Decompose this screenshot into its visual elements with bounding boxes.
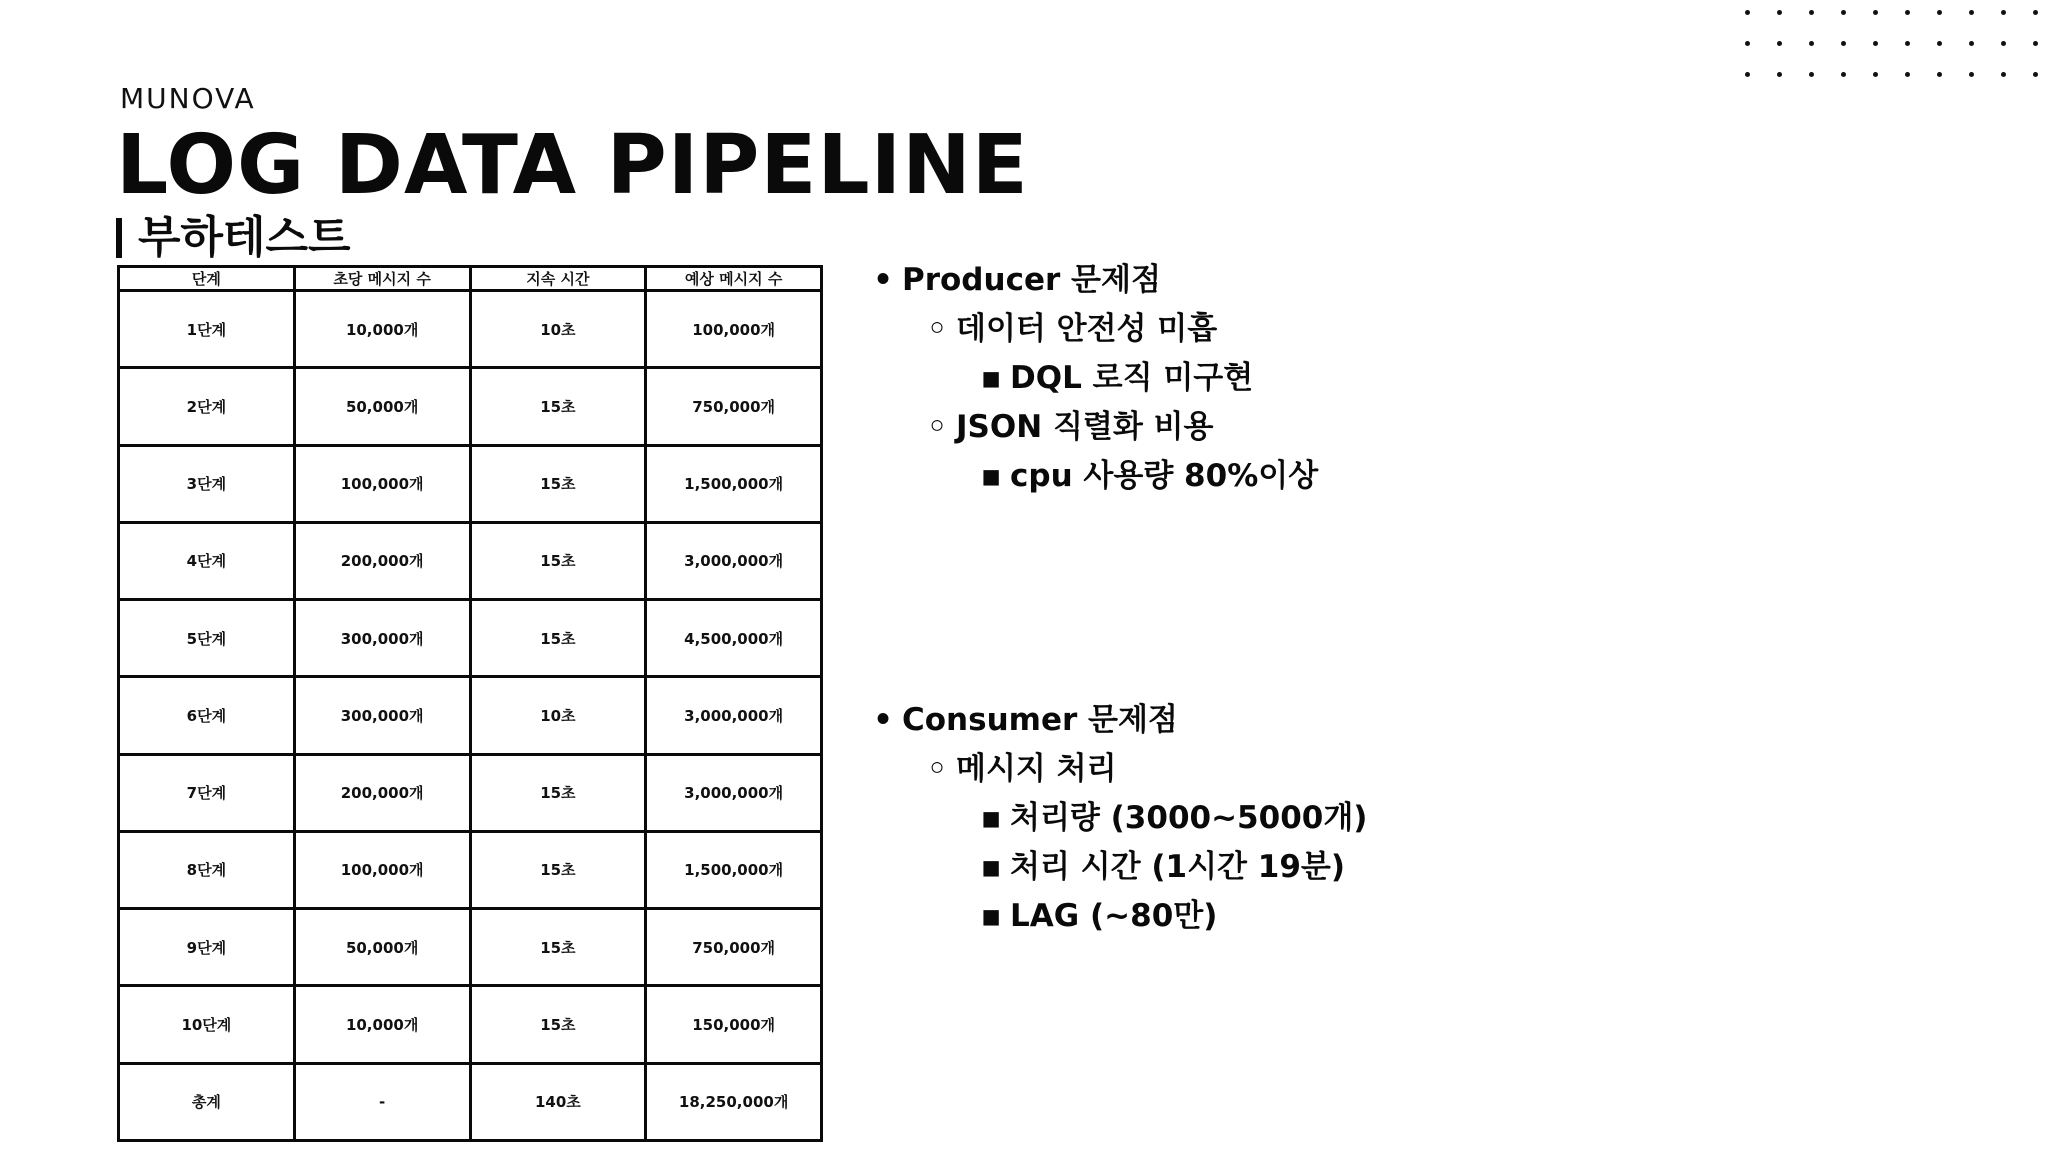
table-cell: 3단계: [119, 445, 295, 522]
decorative-dot: [1809, 72, 1814, 77]
table-cell: 7단계: [119, 754, 295, 831]
table-cell: 10,000개: [294, 291, 470, 368]
list-item: ◦ 메시지 처리: [927, 751, 1117, 787]
table-cell: 15초: [470, 600, 646, 677]
table-row: [119, 986, 822, 1063]
table-cell: 4,500,000개: [646, 600, 822, 677]
list-item: ▪ DQL 로직 미구현: [980, 360, 1254, 396]
decorative-dot: [1969, 72, 1974, 77]
table-cell: 15초: [470, 754, 646, 831]
decorative-dot: [1905, 41, 1910, 46]
table-cell: 15초: [470, 831, 646, 908]
decorative-dot: [1841, 41, 1846, 46]
load-test-table: [117, 265, 823, 1142]
section-title: 부하테스트: [138, 212, 351, 263]
table-cell: 750,000개: [646, 909, 822, 986]
decorative-dot: [1873, 41, 1878, 46]
table-cell: 200,000개: [294, 522, 470, 599]
list-item: ▪ 처리 시간 (1시간 19분): [980, 849, 1346, 885]
decorative-dot: [1745, 41, 1750, 46]
table-cell: 총계: [119, 1063, 295, 1140]
decorative-dot: [2001, 10, 2006, 15]
table-cell: 10초: [470, 291, 646, 368]
consumer-heading: • Consumer 문제점: [873, 702, 1178, 738]
section-marker-bar: [116, 218, 122, 258]
decorative-dot: [1937, 10, 1942, 15]
decorative-dot: [2033, 10, 2038, 15]
table-row: [119, 754, 822, 831]
decorative-dot: [2001, 41, 2006, 46]
table-cell: 200,000개: [294, 754, 470, 831]
table-header-row: [119, 267, 822, 291]
table-cell: 10초: [470, 677, 646, 754]
table-cell: 3,000,000개: [646, 754, 822, 831]
brand-label: MUNOVA: [120, 82, 256, 115]
decorative-dot: [2033, 72, 2038, 77]
table-cell: 10,000개: [294, 986, 470, 1063]
table-cell: 2단계: [119, 368, 295, 445]
table-cell: 9단계: [119, 909, 295, 986]
table-header-cell: 단계: [119, 267, 295, 291]
table-row: [119, 1063, 822, 1140]
list-item: ◦ 데이터 안전성 미흡: [927, 311, 1218, 347]
table-cell: 1,500,000개: [646, 831, 822, 908]
table-cell: 8단계: [119, 831, 295, 908]
decorative-dot: [2001, 72, 2006, 77]
producer-heading: • Producer 문제점: [873, 262, 1161, 298]
table-header-cell: 지속 시간: [470, 267, 646, 291]
table-cell: 100,000개: [646, 291, 822, 368]
list-item: ▪ 처리량 (3000~5000개): [980, 800, 1368, 836]
decorative-dot: [1905, 72, 1910, 77]
decorative-dot: [1969, 41, 1974, 46]
table-cell: 1단계: [119, 291, 295, 368]
list-item: ▪ LAG (~80만): [980, 898, 1218, 934]
decorative-dot: [1745, 10, 1750, 15]
table-row: [119, 445, 822, 522]
table-row: [119, 831, 822, 908]
decorative-dot: [1905, 10, 1910, 15]
page-title: LOG DATA PIPELINE: [116, 118, 1029, 213]
decorative-dot: [1777, 41, 1782, 46]
decorative-dot: [1937, 72, 1942, 77]
table-row: [119, 909, 822, 986]
decorative-dot: [2033, 41, 2038, 46]
table-cell: 3,000,000개: [646, 522, 822, 599]
table-row: [119, 600, 822, 677]
table-cell: 15초: [470, 909, 646, 986]
table-row: [119, 291, 822, 368]
decorative-dot: [1777, 10, 1782, 15]
table-cell: 3,000,000개: [646, 677, 822, 754]
table-cell: 150,000개: [646, 986, 822, 1063]
list-item: ◦ JSON 직렬화 비용: [927, 409, 1214, 445]
table-header-cell: 예상 메시지 수: [646, 267, 822, 291]
table-cell: 15초: [470, 368, 646, 445]
table-header-cell: 초당 메시지 수: [294, 267, 470, 291]
table-cell: 6단계: [119, 677, 295, 754]
decorative-dot: [1841, 10, 1846, 15]
table-cell: 4단계: [119, 522, 295, 599]
table-cell: 300,000개: [294, 677, 470, 754]
table-cell: 300,000개: [294, 600, 470, 677]
table-cell: 15초: [470, 522, 646, 599]
decorative-dot: [1809, 10, 1814, 15]
table-cell: 140초: [470, 1063, 646, 1140]
table-row: [119, 522, 822, 599]
table-cell: 15초: [470, 986, 646, 1063]
decorative-dot: [1745, 72, 1750, 77]
table-cell: 1,500,000개: [646, 445, 822, 522]
section-heading: [116, 212, 351, 264]
table-cell: -: [294, 1063, 470, 1140]
table-cell: 750,000개: [646, 368, 822, 445]
table-cell: 50,000개: [294, 368, 470, 445]
table-cell: 100,000개: [294, 831, 470, 908]
list-item: ▪ cpu 사용량 80%이상: [980, 458, 1319, 494]
table-cell: 15초: [470, 445, 646, 522]
table-cell: 5단계: [119, 600, 295, 677]
decorative-dot: [1969, 10, 1974, 15]
decorative-dot: [1841, 72, 1846, 77]
table-row: [119, 368, 822, 445]
decorative-dot-grid: [1745, 10, 2048, 103]
table-cell: 18,250,000개: [646, 1063, 822, 1140]
table-cell: 10단계: [119, 986, 295, 1063]
decorative-dot: [1809, 41, 1814, 46]
table-cell: 100,000개: [294, 445, 470, 522]
decorative-dot: [1873, 10, 1878, 15]
decorative-dot: [1873, 72, 1878, 77]
table-row: [119, 677, 822, 754]
decorative-dot: [1777, 72, 1782, 77]
decorative-dot: [1937, 41, 1942, 46]
table-cell: 50,000개: [294, 909, 470, 986]
